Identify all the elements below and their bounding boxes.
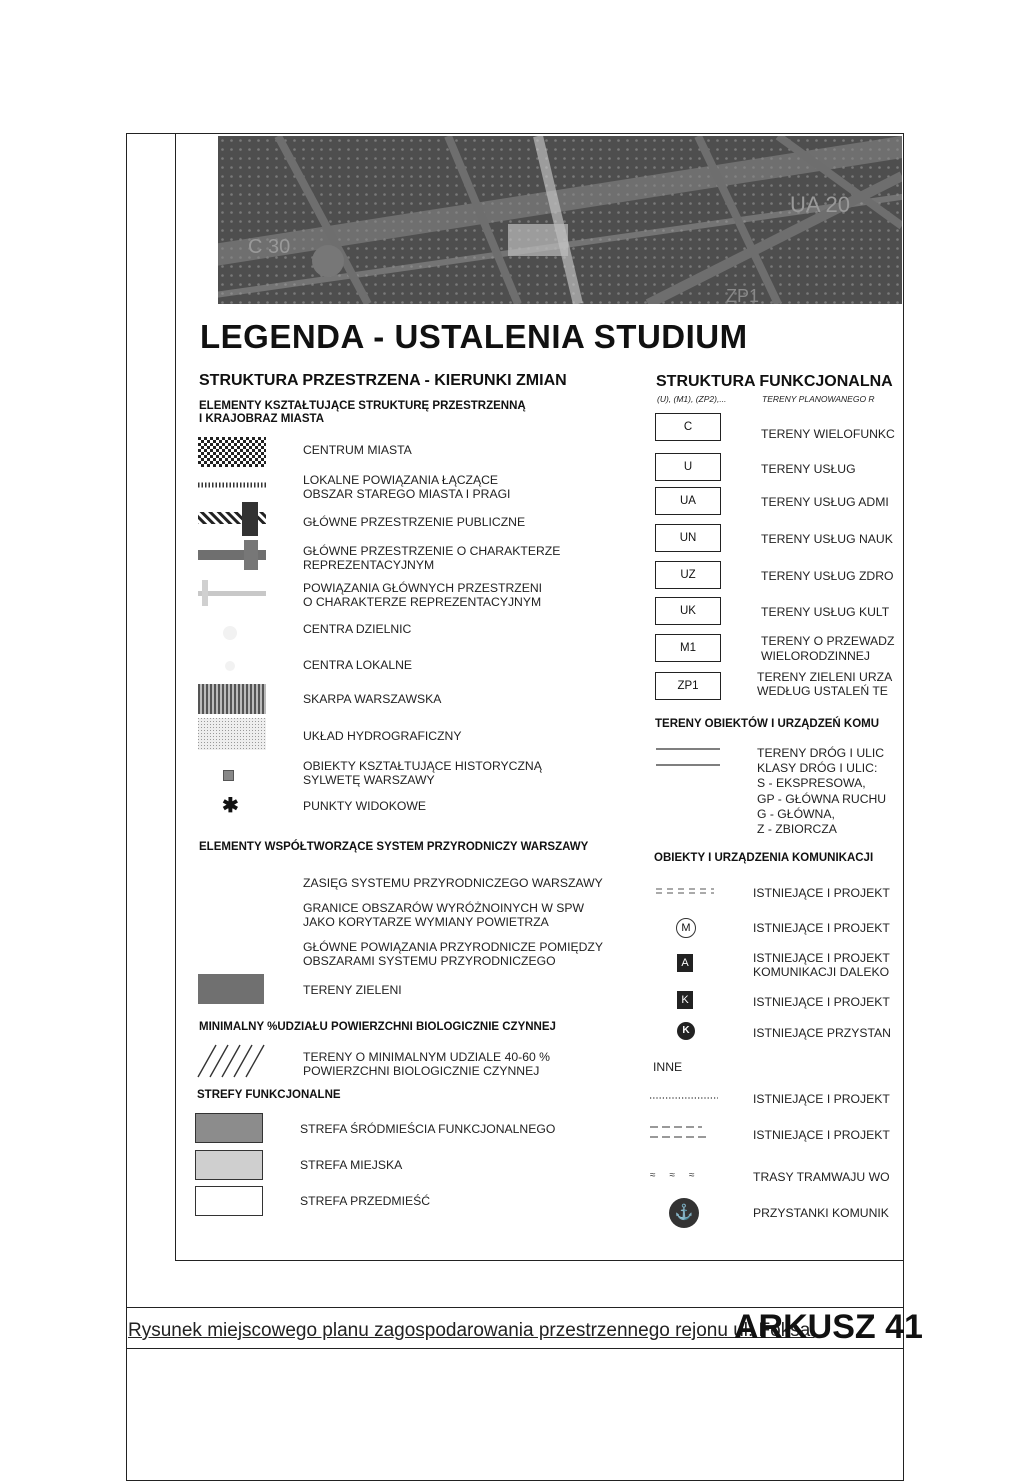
map-label: UA 20 (790, 192, 850, 217)
code-box: UK (655, 597, 721, 625)
code-box: UZ (655, 561, 721, 589)
legend-label: REPREZENTACYJNYM (303, 558, 435, 572)
legend-label: ISTNIEJĄCE I PROJEKT (753, 1092, 890, 1106)
section-heading: OBIEKTY I URZĄDZENIA KOMUNIKACJI (654, 852, 874, 864)
code-box: ZP1 (655, 672, 721, 700)
legend-label: CENTRUM MIASTA (303, 443, 412, 457)
legend-label: OBIEKTY KSZTAŁTUJĄCE HISTORYCZNĄ (303, 759, 542, 773)
legend-label: TERENY ZIELENI URZA (757, 670, 893, 684)
legend-label: OBSZARAMI SYSTEMU PRZYRODNICZEGO (303, 954, 556, 968)
legend-label: PRZYSTANKI KOMUNIK (753, 1206, 889, 1220)
section-heading: INNE (653, 1060, 683, 1074)
legend-title: LEGENDA - USTALENIA STUDIUM (200, 318, 748, 355)
legend-label: ISTNIEJĄCE I PROJEKT (753, 886, 890, 900)
legend-label: ISTNIEJĄCE PRZYSTAN (753, 1026, 891, 1040)
legend-label: S - EKSPRESOWA, (757, 776, 866, 790)
map-label: C 30 (248, 236, 291, 258)
legend-label: TERENY USŁUG ZDRO (761, 569, 894, 583)
code-box: M1 (655, 634, 721, 662)
viewpoint-asterisk-icon: ✱ (222, 795, 239, 817)
legend-label: ISTNIEJĄCE I PROJEKT (753, 1128, 890, 1142)
legend-label: O CHARAKTERZE REPREZENTACYJNYM (303, 595, 542, 609)
legend-label: ISTNIEJĄCE I PROJEKT (753, 951, 890, 965)
code-box: C (655, 413, 721, 441)
long-distance-square-icon: A (677, 954, 693, 972)
legend-label: TERENY USŁUG (761, 462, 856, 476)
legend-label: POWIĄZANIA GŁÓWNYCH PRZESTRZENI (303, 581, 543, 595)
legend-label: JAKO KORYTARZE WYMIANY POWIETRZA (303, 915, 549, 929)
legend-label: POWIERZCHNI BIOLOGICZNIE CZYNNEJ (303, 1064, 540, 1078)
legend-label: GRANICE OBSZARÓW WYRÓŻNOINYCH W SPW (303, 901, 584, 915)
legend-label: GP - GŁÓWNA RUCHU (757, 792, 887, 806)
code-box: U (655, 453, 721, 481)
legend-label: SYLWETĘ WARSZAWY (303, 773, 435, 787)
section-subnote: TERENY PLANOWANEGO R (762, 394, 875, 404)
legend-label: ISTNIEJĄCE I PROJEKT (753, 995, 890, 1009)
sheet-number: ARKUSZ 41 (734, 1308, 923, 1346)
section-heading: STRUKTURA FUNKCJONALNA (656, 373, 893, 390)
legend-label: OBSZAR STAREGO MIASTA I PRAGI (303, 487, 511, 501)
section-heading: STREFY FUNKCJONALNE (197, 1089, 341, 1101)
section-heading: STRUKTURA PRZESTRZENA - KIERUNKI ZMIAN (199, 372, 567, 389)
map-label: ZP1 (726, 286, 760, 304)
legend-label: TERENY USŁUG ADMI (761, 495, 889, 509)
footer-caption: Rysunek miejscowego planu zagospodarowania przestrzennego rejonu ul. Foksal (128, 1320, 815, 1341)
legend-label: WEDŁUG USTALEŃ TE (757, 684, 888, 698)
legend-label: STREFA ŚRÓDMIEŚCIA FUNKCJONALNEGO (300, 1122, 556, 1136)
legend-label: STREFA MIEJSKA (300, 1158, 403, 1172)
section-subheading: I KRAJOBRAZ MIASTA (199, 413, 325, 425)
metro-circle-icon: M (676, 918, 696, 938)
legend-label: STREFA PRZEDMIEŚĆ (300, 1194, 431, 1208)
rail-stop-circle-icon: K (677, 1022, 695, 1040)
legend-label: UKŁAD HYDROGRAFICZNY (303, 729, 462, 743)
legend-label: SKARPA WARSZAWSKA (303, 692, 442, 706)
road-double-line-symbol (656, 745, 720, 769)
tram-route-symbol: ≈≈≈ (650, 1170, 709, 1181)
legend-label: GŁÓWNE POWIĄZANIA PRZYRODNICZE POMIĘDZY (303, 940, 603, 954)
rail-square-icon: K (677, 991, 693, 1009)
legend-label: ZASIĘG SYSTEMU PRZYRODNICZEGO WARSZAWY (303, 876, 603, 890)
code-box: UN (655, 524, 721, 552)
legend-label: G - GŁÓWNA, (757, 807, 835, 821)
legend-label: CENTRA DZIELNIC (303, 622, 412, 636)
legend-label: GŁÓWNE PRZESTRZENIE O CHARAKTERZE (303, 544, 561, 558)
legend-label: ISTNIEJĄCE I PROJEKT (753, 921, 890, 935)
code-box: UA (655, 487, 721, 515)
section-heading: ELEMENTY WSPÓŁTWORZĄCE SYSTEM PRZYRODNICZY WARSZAWY (199, 841, 589, 853)
legend-label: KLASY DRÓG I ULIC: (757, 761, 878, 775)
section-heading: MINIMALNY %UDZIAŁU POWIERZCHNI BIOLOGICZNIE CZYNNEJ (199, 1021, 556, 1033)
legend-label: WIELORODZINNEJ (761, 649, 871, 663)
double-dashed-line-symbol (650, 1124, 718, 1140)
legend-label: Z - ZBIORCZA (757, 822, 837, 836)
double-dash-line-symbol (656, 886, 714, 896)
legend-label: GŁÓWNE PRZESTRZENIE PUBLICZNE (303, 515, 526, 529)
legend-label: TERENY O PRZEWADZ (761, 634, 895, 648)
section-subnote: (U), (M1), (ZP2),... (657, 394, 727, 404)
legend-label: TERENY USŁUG NAUK (761, 532, 893, 546)
anchor-stop-icon: ⚓ (669, 1198, 699, 1228)
legend-label: TRASY TRAMWAJU WO (753, 1170, 890, 1184)
legend-label: TERENY ZIELENI (303, 983, 402, 997)
legend-label: CENTRA LOKALNE (303, 658, 413, 672)
legend-label: KOMUNIKACJI DALEKO (753, 965, 890, 979)
legend-label: PUNKTY WIDOKOWE (303, 799, 427, 813)
legend-label: TERENY WIELOFUNKC (761, 427, 895, 441)
legend-label: LOKALNE POWIĄZANIA ŁĄCZĄCE (303, 473, 499, 487)
section-heading: TERENY OBIEKTÓW I URZĄDZEŃ KOMU (655, 718, 880, 730)
legend-label: TERENY USŁUG KULT (761, 605, 890, 619)
legend-label: TERENY DRÓG I ULIC (757, 746, 885, 760)
legend-label: TERENY O MINIMALNYM UDZIALE 40-60 % (303, 1050, 550, 1064)
section-subheading: ELEMENTY KSZTAŁTUJĄCE STRUKTURĘ PRZESTRZENNĄ (199, 400, 526, 412)
dotted-line-symbol (650, 1095, 718, 1101)
